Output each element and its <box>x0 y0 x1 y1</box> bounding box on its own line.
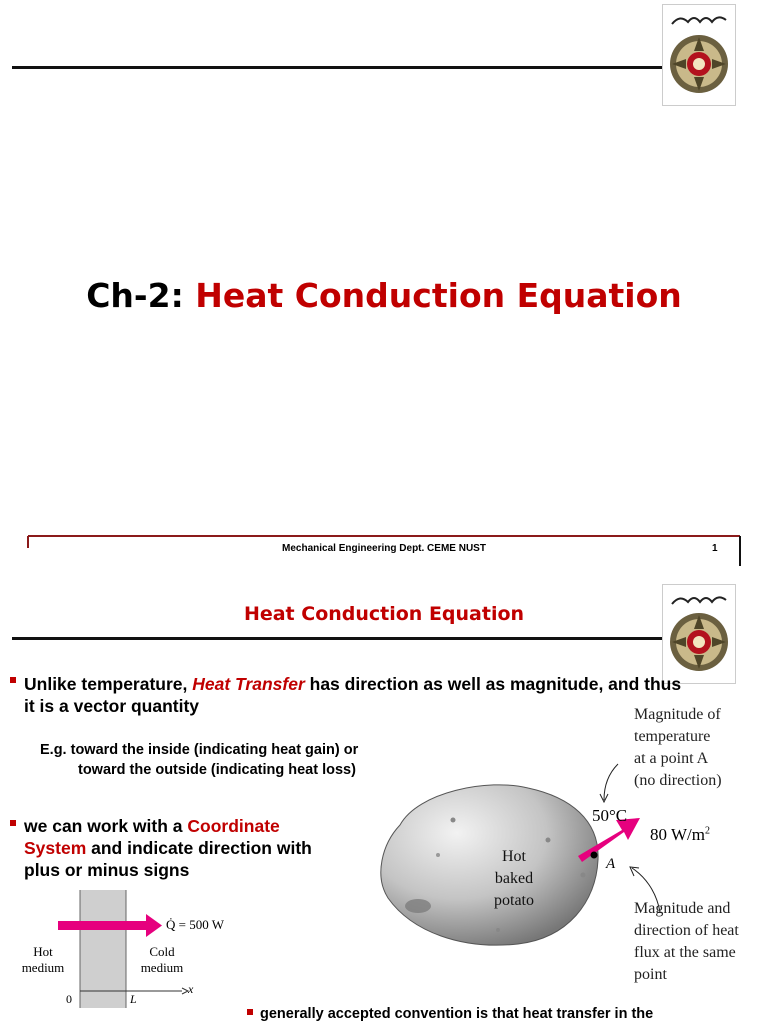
temperature-label: 50°C <box>592 806 628 825</box>
bullet-text: has direction as well as magnitude, and thus <box>304 674 682 694</box>
potato-label: Hot baked potato <box>494 848 534 909</box>
chapter-prefix: Ch-2: <box>86 276 196 315</box>
bullet-text: Unlike temperature, <box>24 674 193 694</box>
bullet-marker <box>10 677 16 683</box>
chapter-title: Heat Conduction Equation <box>195 276 682 315</box>
bullet-marker <box>247 1009 253 1015</box>
bullet-text: we can work with a <box>24 816 188 836</box>
hot-medium-label: Hot medium <box>21 944 65 975</box>
bullet-text: and indicate direction with <box>86 838 312 858</box>
magnitude-temperature-callout: Magnitude of temperature at a point A (no direction) <box>634 706 722 789</box>
bullet-marker <box>10 820 16 826</box>
example-text <box>40 740 358 780</box>
coordinate-emphasis: Coordinate <box>187 816 280 836</box>
origin-label: 0 <box>66 992 72 1006</box>
heat-transfer-emphasis: Heat Transfer <box>192 674 305 694</box>
heat-flux-callout: Magnitude and direction of heat flux at the same point <box>634 900 739 983</box>
bullet-text: it is a vector quantity <box>24 696 200 716</box>
heat-flow-arrow <box>58 921 148 930</box>
example-line-1: E.g. toward the inside (indicating heat gain) or <box>40 742 359 758</box>
university-crest-logo <box>662 584 736 684</box>
x-axis-label: x <box>188 982 194 996</box>
point-a-marker <box>591 852 598 859</box>
bullet-sign-convention: generally accepted convention is that heat transfer in the <box>260 1006 654 1022</box>
page-number: 1 <box>712 543 718 554</box>
length-label: L <box>130 992 137 1006</box>
wall <box>80 890 126 1008</box>
example-line-2: toward the outside (indicating heat loss) <box>78 762 356 778</box>
slide-title: Heat Conduction Equation <box>243 603 525 625</box>
cold-medium-label: Cold medium <box>140 944 184 975</box>
footer-text: Mechanical Engineering Dept. CEME NUST <box>282 543 486 554</box>
bullet-text: plus or minus signs <box>24 860 190 880</box>
heat-flux-label: 80 $W/m^2$ <box>650 825 710 844</box>
header-rule <box>12 637 662 640</box>
heat-rate-label: Q̇ = 500 W <box>166 917 225 932</box>
system-emphasis: System <box>24 838 87 858</box>
bullet-coordinate-system <box>24 815 366 881</box>
slide-2 <box>0 580 768 1024</box>
point-a-label: A <box>606 856 616 872</box>
